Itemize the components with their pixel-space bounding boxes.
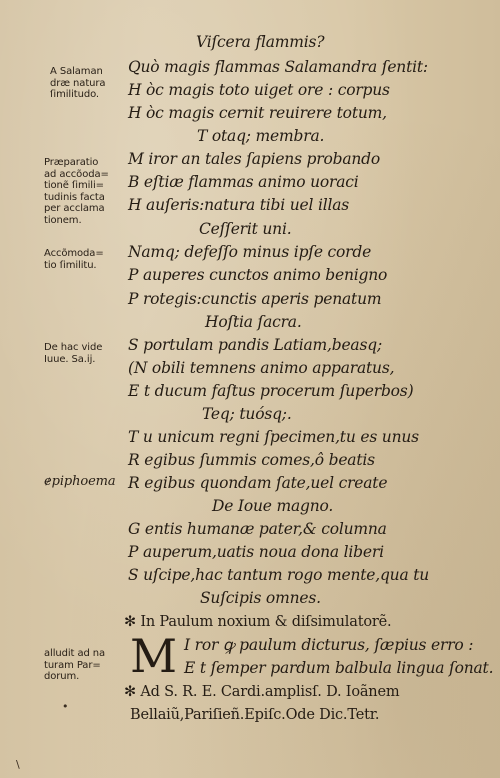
verse-line: Teq; tuósq;. bbox=[202, 405, 292, 423]
verse-line: Viſcera flammis? bbox=[196, 33, 325, 51]
note-line: ſimilitudo. bbox=[50, 89, 100, 100]
marginal-note-salamander bbox=[50, 66, 132, 101]
verse-line: S uſcipe,hac tantum rogo mente,qua tu bbox=[128, 566, 430, 584]
note-line: dorum. bbox=[44, 671, 80, 682]
marginal-note-alludit bbox=[44, 648, 126, 683]
note-line: Præparatio bbox=[44, 157, 99, 168]
note-line: tio ſimilitu. bbox=[44, 259, 97, 271]
note-line: turam Par= bbox=[44, 659, 101, 671]
verse-line: R egibus quondam ſate,uel create bbox=[128, 474, 388, 492]
verse-line: H òc magis toto uiget ore : corpus bbox=[128, 81, 390, 99]
verse-line: Quò magis flammas Salamandra ſentit: bbox=[128, 58, 428, 76]
verse-line: P auperum,uatis noua dona liberi bbox=[128, 543, 384, 561]
verse-line: R egibus ſummis comes,ô beatis bbox=[128, 451, 375, 469]
section-heading: ✻ In Paulum noxium & diſsimulatorẽ. bbox=[124, 614, 392, 630]
note-line: tudinis facta bbox=[44, 191, 105, 203]
verse-line: I ror ꝙ paulum dicturus, ſæpius erro : bbox=[184, 636, 474, 654]
note-line: tionem. bbox=[44, 214, 82, 226]
verse-line: H òc magis cernit reuirere totum, bbox=[128, 104, 387, 122]
note-line: ad accõoda= bbox=[44, 168, 109, 180]
marginal-note-dehac bbox=[44, 342, 126, 365]
marginal-note-accomodatio bbox=[44, 248, 126, 271]
note-line: per acclama bbox=[44, 203, 105, 214]
verse-line: Suſcipis omnes. bbox=[200, 589, 321, 607]
verse-line: Namq; defeſſo minus ipſe corde bbox=[128, 243, 372, 261]
marginal-note-epiphonema bbox=[44, 476, 126, 488]
verse-line: T u unicum regni ſpecimen,tu es unus bbox=[128, 428, 419, 446]
note-line: Accõmoda= bbox=[44, 248, 104, 259]
note-line: Iuue. Sa.ij. bbox=[44, 353, 96, 365]
stray-dot-mark: • bbox=[62, 700, 69, 713]
section-heading: ✻ Ad S. R. E. Cardi.amplisſ. D. Ioãnem bbox=[124, 684, 400, 700]
marginal-note-preparatio bbox=[44, 157, 126, 226]
verse-line: E t ſemper pardum balbula lingua ſonat. bbox=[184, 659, 494, 677]
note-line: ɇpiphoema bbox=[44, 474, 116, 489]
verse-line: P rotegis:cunctis aperis penatum bbox=[128, 290, 382, 308]
verse-line: P auperes cunctos animo benigno bbox=[128, 266, 388, 284]
verse-line: Ceſſerit uni. bbox=[199, 220, 292, 238]
note-line: A Salaman bbox=[50, 66, 103, 77]
verse-line: H auſeris:natura tibi uel illas bbox=[128, 196, 350, 214]
note-line: tionẽ ſimili= bbox=[44, 180, 104, 191]
note-line: De hac vide bbox=[44, 342, 103, 353]
verse-line: M iror an tales ſapiens probando bbox=[128, 150, 381, 168]
note-line: alludit ad na bbox=[44, 648, 106, 659]
section-heading: Bellaiũ,Pariſieñ.Epiſc.Ode Dic.Tetr. bbox=[130, 707, 380, 723]
verse-line: B eſtiæ flammas animo uoraci bbox=[128, 173, 359, 191]
drop-capital: M bbox=[130, 629, 178, 683]
verse-line: Hoſtia ſacra. bbox=[205, 313, 302, 331]
verse-line: E t ducum faſtus procerum ſuperbos) bbox=[128, 382, 414, 400]
note-line: dræ natura bbox=[50, 77, 106, 89]
stray-slash-mark: \ bbox=[16, 758, 20, 771]
verse-line: (N obili temnens animo apparatus, bbox=[128, 359, 395, 377]
verse-line: T otaq; membra. bbox=[197, 127, 325, 145]
verse-line: De Ioue magno. bbox=[212, 497, 334, 515]
verse-line: G entis humanæ pater,& columna bbox=[128, 520, 387, 538]
verse-line: S portulam pandis Latiam,beasq; bbox=[128, 336, 382, 354]
